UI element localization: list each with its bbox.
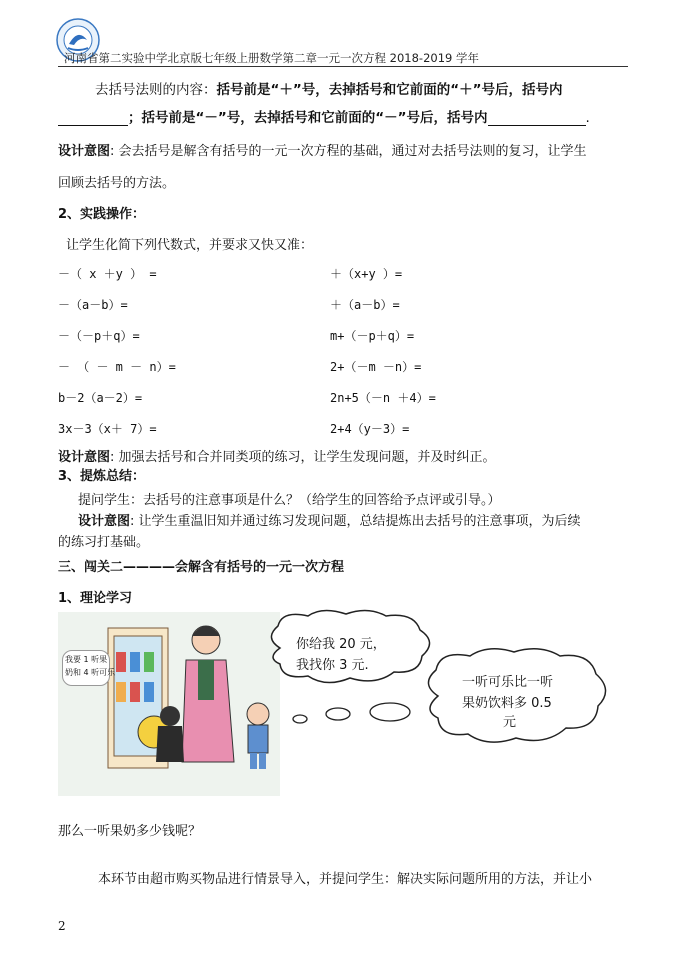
- design-text: : 加强去括号和合并同类项的练习，让学生发现问题，并及时纠正。: [110, 450, 496, 465]
- practice-intro: 让学生化简下列代数式，并要求又快又准：: [66, 238, 314, 253]
- summary-heading: 3、提炼总结：: [58, 469, 146, 484]
- expr-left-5: b－2（a－2）=: [58, 391, 143, 405]
- sign-line-2: 奶和 4 听可乐: [65, 668, 116, 677]
- blank-1: [58, 111, 128, 126]
- bubble1-line-1: 你给我 20 元，: [296, 637, 386, 652]
- design-intent-3-cont: 的练习打基础。: [58, 535, 150, 550]
- expr-right-5: 2n+5（－n ＋4）=: [330, 391, 436, 405]
- design-label: 设计意图: [58, 450, 111, 465]
- expr-left-3: －（－p＋q）=: [58, 329, 140, 343]
- rules-line-1: [95, 78, 563, 98]
- bubble-trail: [290, 700, 430, 730]
- rules-end: .: [585, 110, 590, 126]
- rules-line-2: [58, 106, 590, 126]
- expr-right-6: 2+4（y－3）=: [330, 422, 410, 436]
- shop-illustration: [58, 612, 280, 796]
- expr-left-2: －（a－b）=: [58, 298, 128, 312]
- header-divider: [58, 66, 628, 67]
- design-text: : 让学生重温旧知并通过练习发现问题，总结提炼出去括号的注意事项，为后续: [130, 514, 581, 529]
- section-heading: 三、闯关二————会解含有括号的一元一次方程: [58, 560, 345, 575]
- bubble1-line-2: 我找你 3 元.: [296, 658, 369, 673]
- design-intent-2: [58, 446, 496, 465]
- closing-text: 本环节由超市购买物品进行情景导入，并提问学生：解决实际问题所用的方法，并让小: [98, 872, 593, 887]
- design-intent-1: [58, 140, 587, 159]
- page-header: 河南省第二实验中学北京版七年级上册数学第二章一元一次方程 2018-2019 学年: [64, 51, 479, 65]
- design-intent-3: [78, 510, 581, 529]
- blank-2: [488, 111, 586, 126]
- subsection-heading: 1、理论学习: [58, 591, 133, 606]
- design-label: 设计意图: [78, 514, 131, 529]
- rules-negative: ；括号前是“－”号，去掉括号和它前面的“－”号后，括号内: [128, 110, 488, 126]
- expr-right-3: m+（－p＋q）=: [330, 329, 415, 343]
- bubble2-line-1: 一听可乐比一听: [462, 675, 554, 690]
- expr-right-4: 2+（－m －n）=: [330, 360, 422, 374]
- bubble2-line-2: 果奶饮料多 0.5: [462, 696, 552, 711]
- design-intent-1-cont: 回顾去括号的方法。: [58, 176, 176, 191]
- design-text: : 会去括号是解含有括号的一元一次方程的基础，通过对去括号法则的复习，让学生: [110, 144, 587, 159]
- bubble2-line-3: 元: [503, 715, 517, 730]
- design-label: 设计意图: [58, 144, 111, 159]
- expr-left-1: －（ x ＋y ） =: [58, 267, 157, 281]
- summary-question: 提问学生：去括号的注意事项是什么？（给学生的回答给予点评或引导。）: [78, 493, 501, 508]
- sign-line-1: 我要 1 听果: [65, 655, 108, 664]
- page-number: 2: [58, 919, 66, 933]
- rules-positive: 括号前是“＋”号，去掉括号和它前面的“＋”号后，括号内: [216, 82, 563, 98]
- expr-right-2: ＋（a－b）=: [330, 298, 400, 312]
- expr-right-1: ＋（x+y ）=: [330, 267, 403, 281]
- practice-heading: 2、实践操作：: [58, 207, 146, 222]
- rules-prefix: 去括号法则的内容：: [95, 82, 217, 98]
- expr-left-6: 3x－3（x＋ 7）=: [58, 422, 157, 436]
- expr-left-4: － （ － m － n）=: [58, 360, 176, 374]
- question-text: 那么一听果奶多少钱呢？: [58, 824, 202, 839]
